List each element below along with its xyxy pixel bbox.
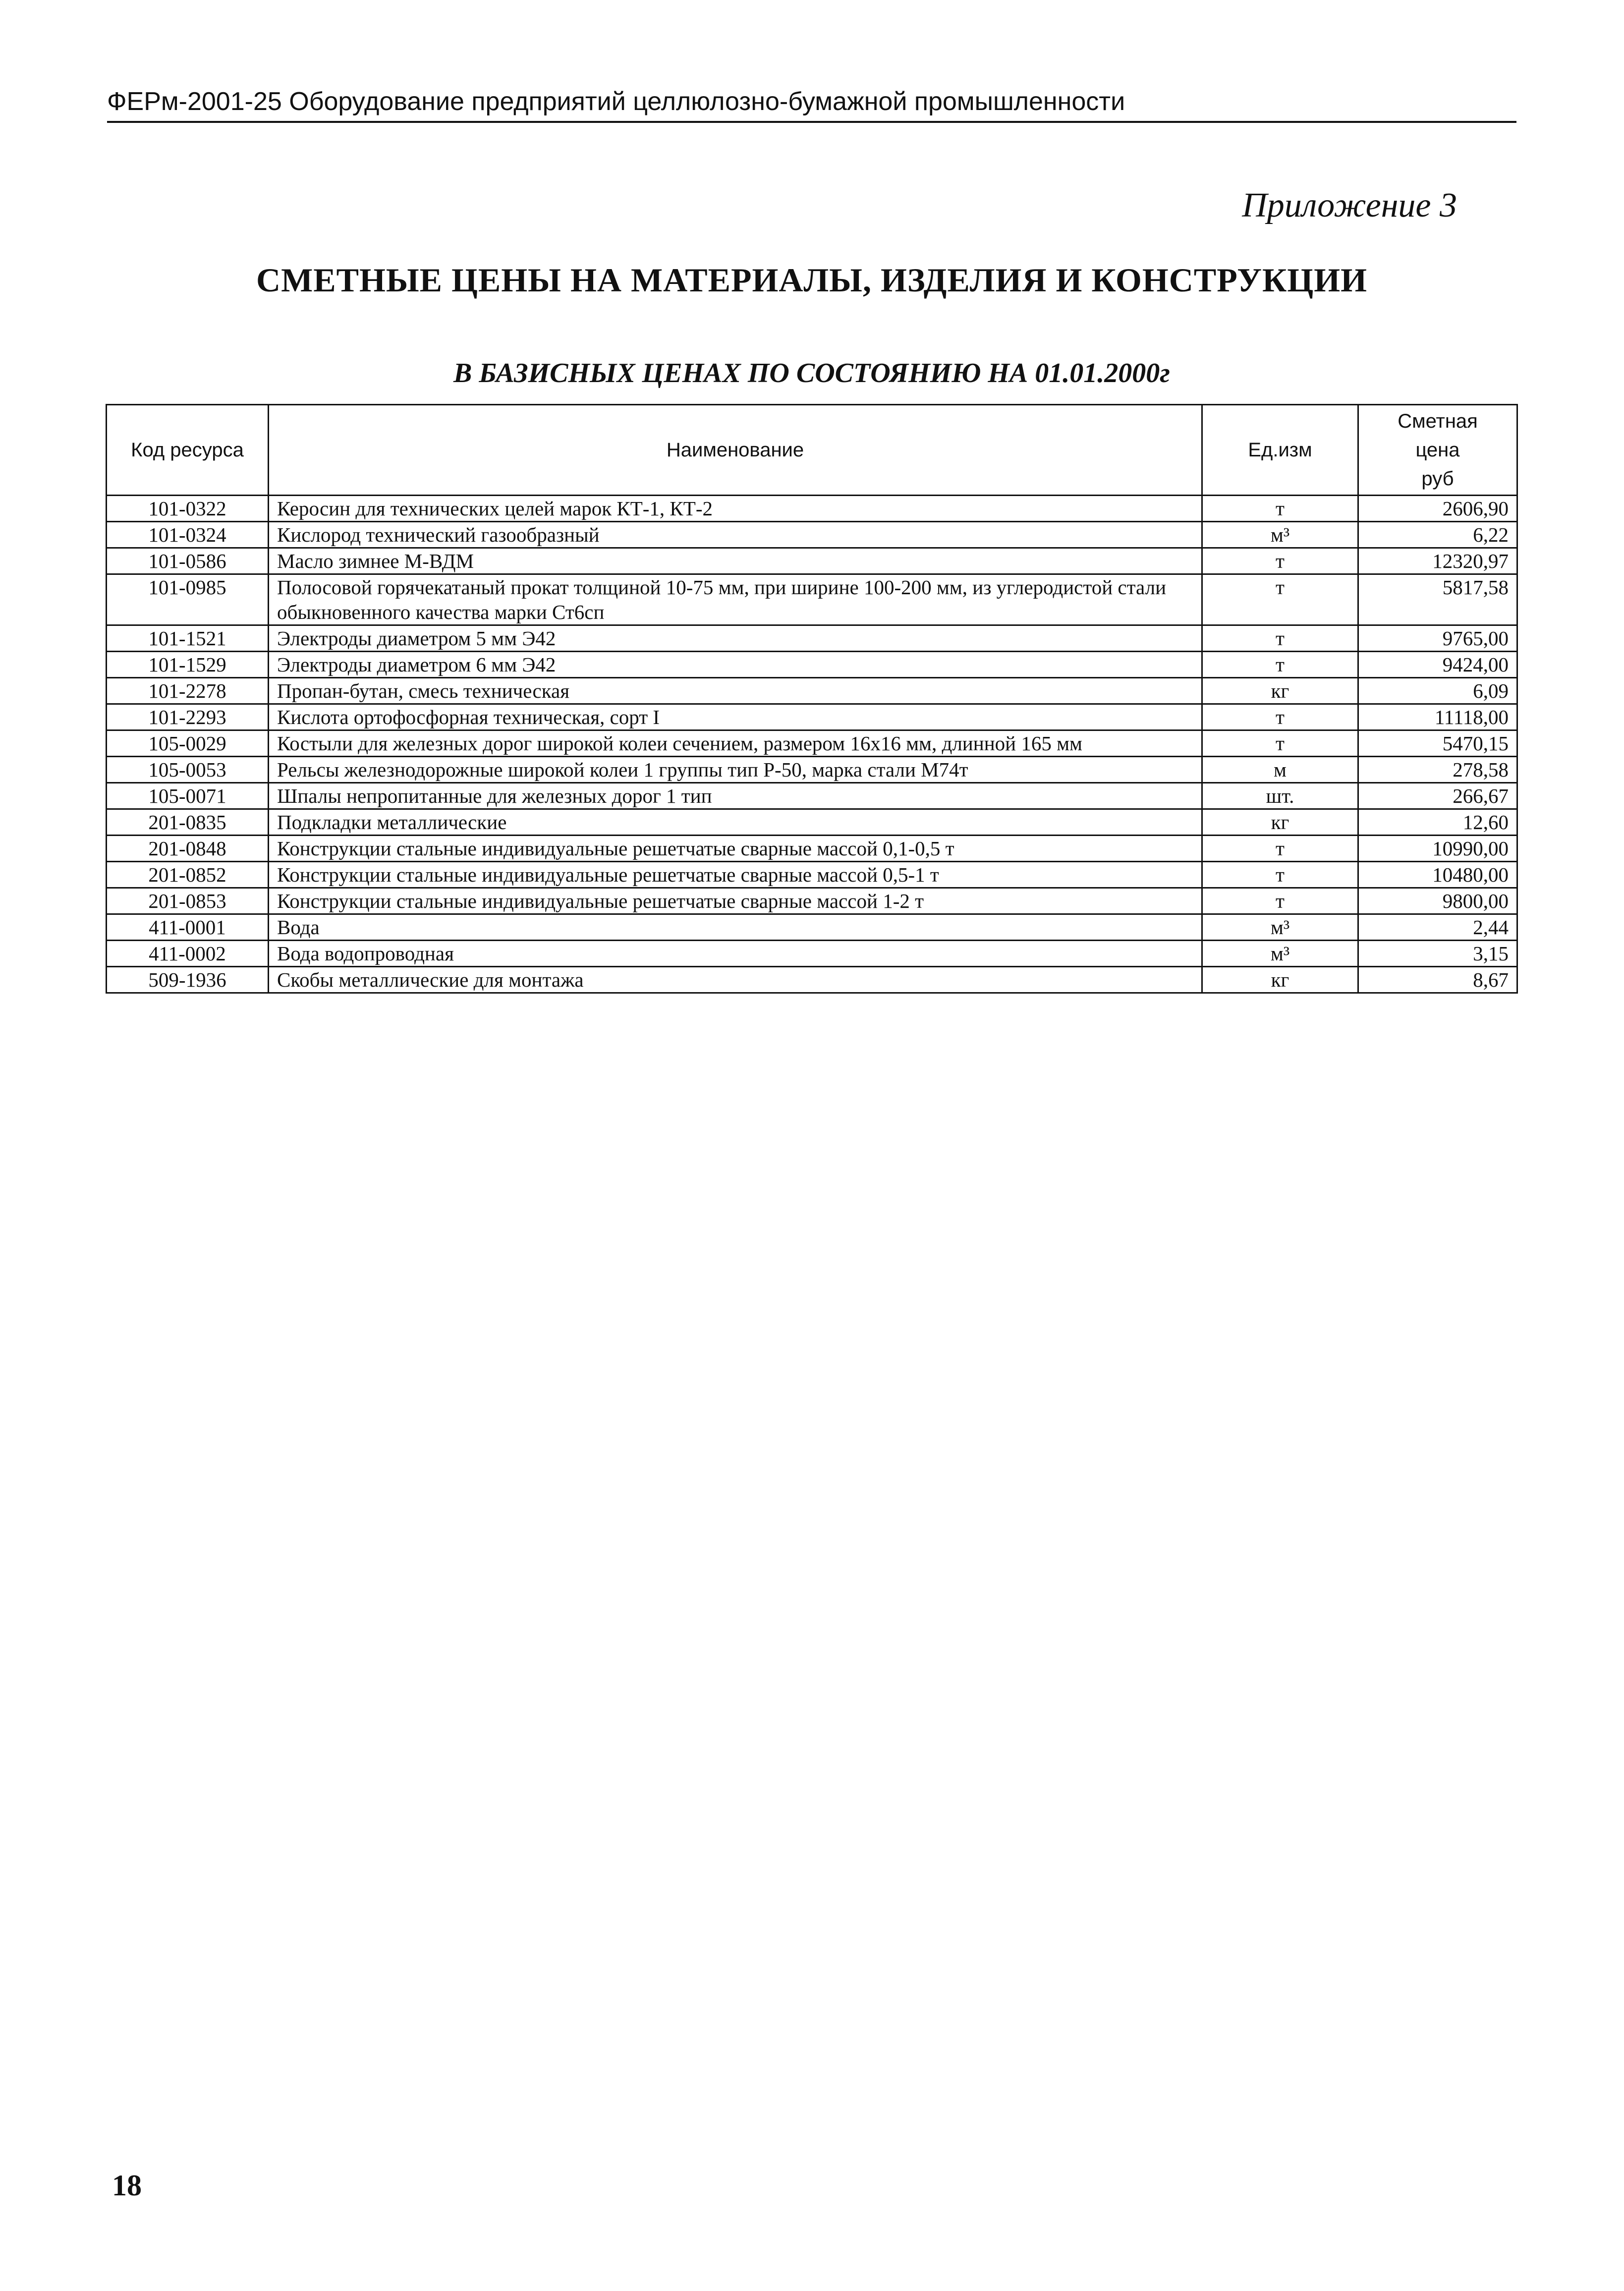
cell-code: 101-1521 [107, 625, 269, 652]
table-row [107, 730, 1517, 757]
header-rule [107, 121, 1516, 123]
cell-price: 3,15 [1358, 941, 1517, 967]
cell-unit: т [1202, 862, 1358, 888]
cell-unit: м³ [1202, 522, 1358, 548]
cell-price: 278,58 [1358, 757, 1517, 783]
cell-price: 10480,00 [1358, 862, 1517, 888]
cell-code: 411-0002 [107, 941, 269, 967]
cell-name: Скобы металлические для монтажа [269, 967, 1202, 993]
cell-code: 201-0835 [107, 809, 269, 836]
table-row [107, 548, 1517, 574]
cell-code: 509-1936 [107, 967, 269, 993]
header-price-line3: руб [1421, 468, 1454, 490]
cell-unit: т [1202, 730, 1358, 757]
table-row [107, 783, 1517, 809]
appendix-label: Приложение 3 [1242, 186, 1457, 224]
cell-code: 411-0001 [107, 914, 269, 941]
table-body [107, 496, 1517, 993]
cell-code: 101-0324 [107, 522, 269, 548]
cell-name: Конструкции стальные индивидуальные решетчатые сварные массой 0,1-0,5 т [269, 836, 1202, 862]
cell-code: 105-0053 [107, 757, 269, 783]
cell-price: 10990,00 [1358, 836, 1517, 862]
cell-unit: т [1202, 836, 1358, 862]
cell-unit: т [1202, 496, 1358, 522]
cell-unit: м [1202, 757, 1358, 783]
cell-unit: т [1202, 625, 1358, 652]
cell-unit: кг [1202, 967, 1358, 993]
table-row [107, 496, 1517, 522]
cell-price: 12,60 [1358, 809, 1517, 836]
cell-price: 9765,00 [1358, 625, 1517, 652]
cell-unit: кг [1202, 678, 1358, 704]
cell-name: Рельсы железнодорожные широкой колеи 1 группы тип Р-50, марка стали М74т [269, 757, 1202, 783]
cell-price: 266,67 [1358, 783, 1517, 809]
table-row [107, 625, 1517, 652]
table-row [107, 809, 1517, 836]
table-row [107, 967, 1517, 993]
price-table [106, 404, 1518, 994]
header-price-line1: Сметная [1398, 410, 1478, 432]
cell-unit: т [1202, 652, 1358, 678]
cell-code: 101-1529 [107, 652, 269, 678]
cell-price: 6,09 [1358, 678, 1517, 704]
cell-unit: т [1202, 574, 1358, 625]
cell-price: 9800,00 [1358, 888, 1517, 914]
table-row [107, 914, 1517, 941]
cell-code: 105-0029 [107, 730, 269, 757]
cell-unit: шт. [1202, 783, 1358, 809]
cell-name: Масло зимнее М-ВДМ [269, 548, 1202, 574]
cell-name: Электроды диаметром 6 мм Э42 [269, 652, 1202, 678]
table-header-row [107, 405, 1517, 496]
header-name: Наименование [269, 405, 1202, 496]
table-row [107, 836, 1517, 862]
running-header: ФЕРм-2001-25 Оборудование предприятий целлюлозно-бумажной промышленности [107, 87, 1125, 116]
cell-code: 201-0848 [107, 836, 269, 862]
table-row [107, 652, 1517, 678]
cell-unit: м³ [1202, 941, 1358, 967]
table-row [107, 522, 1517, 548]
header-price-line2: цена [1415, 439, 1460, 461]
cell-unit: т [1202, 888, 1358, 914]
cell-unit: т [1202, 704, 1358, 730]
cell-code: 105-0071 [107, 783, 269, 809]
table-row [107, 574, 1517, 625]
cell-code: 101-0985 [107, 574, 269, 625]
cell-code: 101-2293 [107, 704, 269, 730]
page-number: 18 [112, 2169, 142, 2202]
table-row [107, 757, 1517, 783]
document-subtitle: В БАЗИСНЫХ ЦЕНАХ ПО СОСТОЯНИЮ НА 01.01.2000г [453, 358, 1170, 389]
table-row [107, 941, 1517, 967]
cell-price: 5470,15 [1358, 730, 1517, 757]
cell-code: 101-2278 [107, 678, 269, 704]
cell-name: Костыли для железных дорог широкой колеи сечением, размером 16х16 мм, длинной 165 мм [269, 730, 1202, 757]
cell-name: Полосовой горячекатаный прокат толщиной 10-75 мм, при ширине 100-200 мм, из углеродистой стали обыкновенного качества марки Ст6сп [269, 574, 1202, 625]
cell-name: Кислород технический газообразный [269, 522, 1202, 548]
cell-name: Вода [269, 914, 1202, 941]
cell-price: 5817,58 [1358, 574, 1517, 625]
cell-unit: кг [1202, 809, 1358, 836]
cell-name: Подкладки металлические [269, 809, 1202, 836]
cell-code: 101-0322 [107, 496, 269, 522]
header-code: Код ресурса [107, 405, 269, 496]
cell-name: Вода водопроводная [269, 941, 1202, 967]
cell-price: 2,44 [1358, 914, 1517, 941]
cell-name: Конструкции стальные индивидуальные решетчатые сварные массой 1-2 т [269, 888, 1202, 914]
cell-name: Керосин для технических целей марок КТ-1, КТ-2 [269, 496, 1202, 522]
header-price [1358, 405, 1517, 496]
table-row [107, 678, 1517, 704]
table-row [107, 888, 1517, 914]
cell-price: 6,22 [1358, 522, 1517, 548]
cell-unit: т [1202, 548, 1358, 574]
cell-price: 9424,00 [1358, 652, 1517, 678]
document-title: СМЕТНЫЕ ЦЕНЫ НА МАТЕРИАЛЫ, ИЗДЕЛИЯ И КОНСТРУКЦИИ [256, 261, 1367, 299]
cell-name: Электроды диаметром 5 мм Э42 [269, 625, 1202, 652]
cell-price: 12320,97 [1358, 548, 1517, 574]
cell-code: 201-0853 [107, 888, 269, 914]
cell-name: Кислота ортофосфорная техническая, сорт I [269, 704, 1202, 730]
cell-price: 2606,90 [1358, 496, 1517, 522]
cell-name: Конструкции стальные индивидуальные решетчатые сварные массой 0,5-1 т [269, 862, 1202, 888]
cell-code: 101-0586 [107, 548, 269, 574]
cell-price: 8,67 [1358, 967, 1517, 993]
cell-unit: м³ [1202, 914, 1358, 941]
table-row [107, 862, 1517, 888]
cell-code: 201-0852 [107, 862, 269, 888]
header-unit: Ед.изм [1202, 405, 1358, 496]
cell-price: 11118,00 [1358, 704, 1517, 730]
cell-name: Шпалы непропитанные для железных дорог 1 тип [269, 783, 1202, 809]
cell-name: Пропан-бутан, смесь техническая [269, 678, 1202, 704]
table-row [107, 704, 1517, 730]
